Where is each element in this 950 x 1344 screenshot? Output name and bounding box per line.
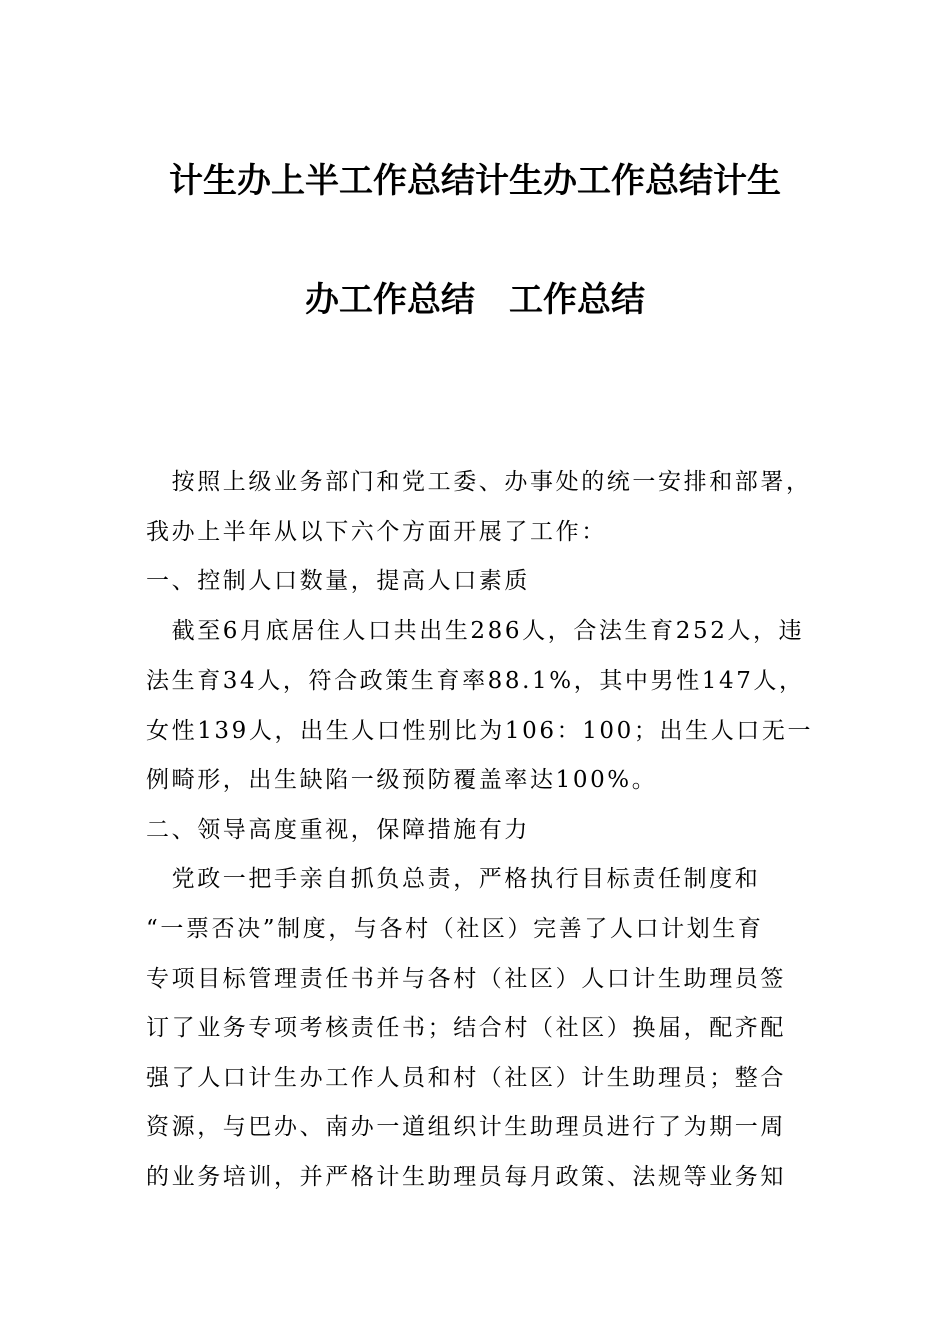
body-line: 例畸形，出生缺陷一级预防覆盖率达100%。 (146, 767, 658, 793)
body-line: 资源，与巴办、南办一道组织计生助理员进行了为期一周 (146, 1114, 786, 1140)
body-line: 我办上半年从以下六个方面开展了工作： (146, 519, 607, 545)
body-line: 党政一把手亲自抓负总责，严格执行目标责任制度和 (146, 866, 761, 892)
section-heading: 二、领导高度重视，保障措施有力 (146, 817, 530, 843)
body-line: 截至6月底居住人口共出生286人，合法生育252人，违 (146, 618, 805, 644)
body-line: 法生育34人，符合政策生育率88.1%，其中男性147人， (146, 668, 805, 694)
body-line: “一票否决”制度，与各村（社区）完善了人口计划生育 (146, 916, 764, 942)
body-line: 专项目标管理责任书并与各村（社区）人口计生助理员签 (146, 966, 786, 992)
body-line: 订了业务专项考核责任书；结合村（社区）换届，配齐配 (146, 1015, 786, 1041)
body-line: 的业务培训，并严格计生助理员每月政策、法规等业务知 (146, 1164, 786, 1190)
body-line: 强了人口计生办工作人员和村（社区）计生助理员；整合 (146, 1065, 786, 1091)
document-title-line-2: 办工作总结 工作总结 (305, 280, 645, 320)
body-line: 女性139人，出生人口性别比为106：100；出生人口无一 (146, 718, 814, 744)
section-heading: 一、控制人口数量，提高人口素质 (146, 568, 530, 594)
document-title-line-1: 计生办上半工作总结计生办工作总结计生 (169, 161, 781, 201)
body-line: 按照上级业务部门和党工委、办事处的统一安排和部署， (146, 469, 812, 495)
